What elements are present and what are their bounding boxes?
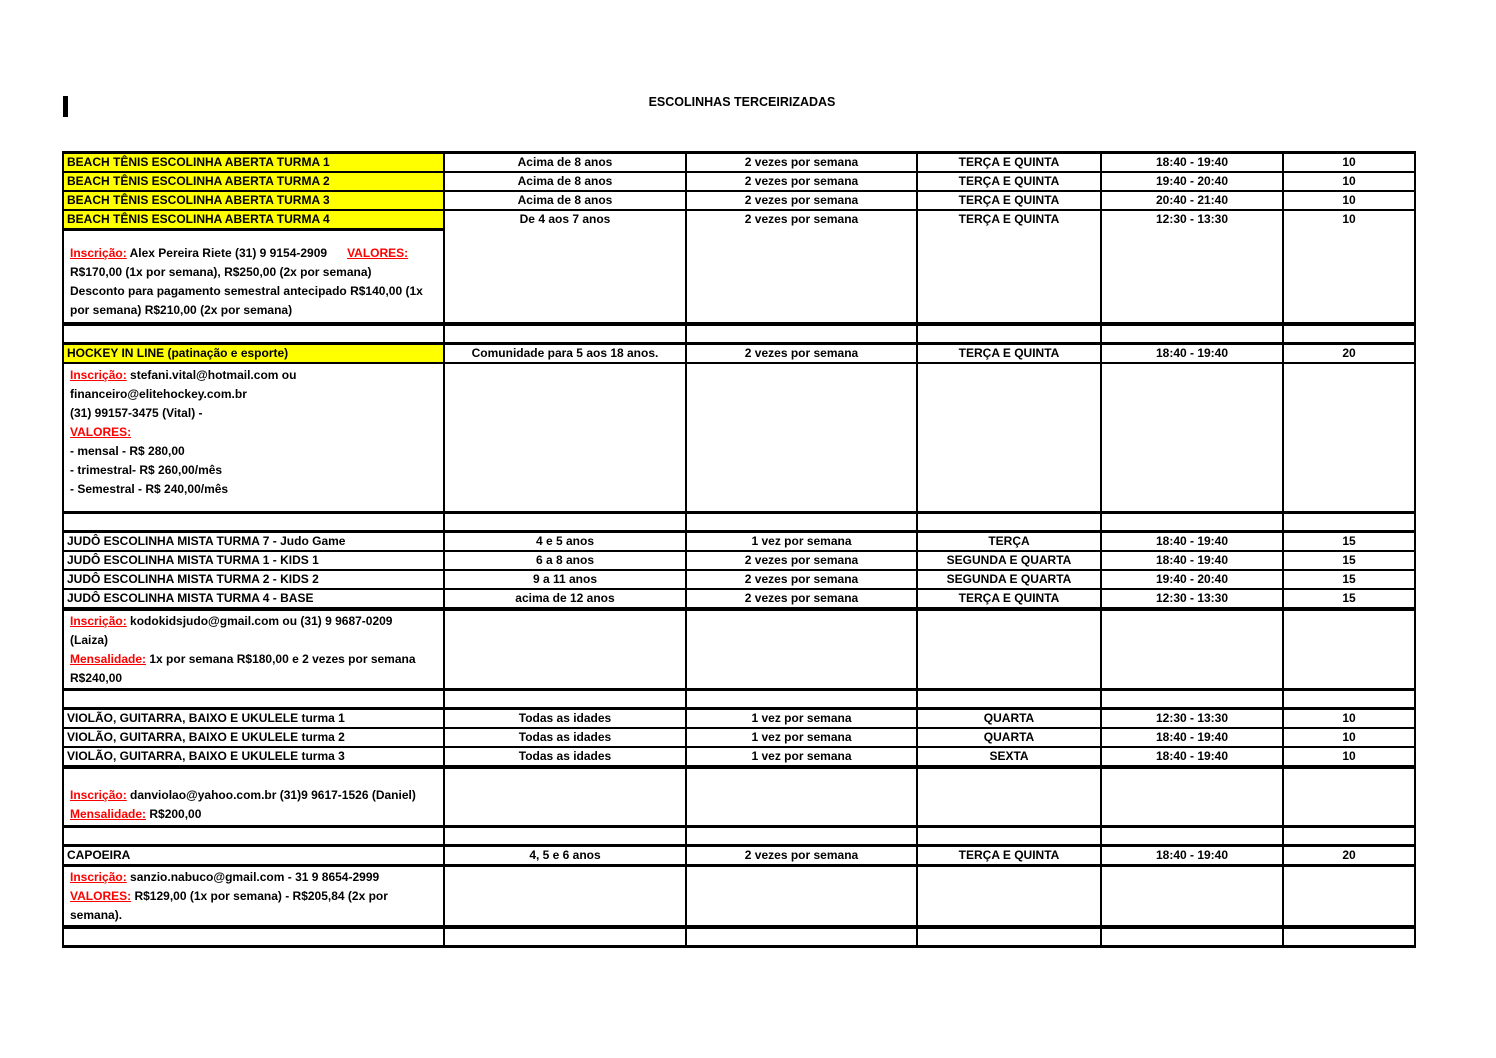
empty-cell xyxy=(1102,326,1284,342)
age-cell: 4, 5 e 6 anos xyxy=(445,847,687,864)
info-label: Inscrição: xyxy=(70,614,127,628)
empty-cell xyxy=(1284,228,1414,322)
empty-cell xyxy=(1284,514,1414,530)
info-text-segment: R$170,00 (1x por semana), R$250,00 (2x por semana) xyxy=(70,265,372,279)
empty-cell xyxy=(918,364,1102,511)
info-line xyxy=(70,301,423,320)
empty-cell xyxy=(687,867,918,925)
info-line xyxy=(70,244,423,263)
info-text-segment: Desconto para pagamento semestral antecipado R$140,00 (1x xyxy=(70,284,423,298)
info-line xyxy=(70,480,296,499)
days-cell: QUARTA xyxy=(918,710,1102,727)
table-row xyxy=(64,173,1414,192)
class-name-cell: BEACH TÊNIS ESCOLINHA ABERTA TURMA 1 xyxy=(64,154,445,171)
empty-cell xyxy=(445,611,687,688)
info-text xyxy=(67,769,418,824)
empty-cell xyxy=(1284,769,1414,825)
empty-cell xyxy=(1102,691,1284,707)
frequency-cell: 2 vezes por semana xyxy=(687,192,918,209)
empty-cell xyxy=(64,691,445,707)
empty-cell xyxy=(1102,514,1284,530)
info-text-segment: - Semestral - R$ 240,00/mês xyxy=(70,482,229,496)
time-cell: 12:30 - 13:30 xyxy=(1102,211,1284,228)
days-cell: SEGUNDA E QUARTA xyxy=(918,571,1102,588)
table-row xyxy=(64,710,1414,729)
age-cell: Comunidade para 5 aos 18 anos. xyxy=(445,345,687,362)
days-cell: TERÇA E QUINTA xyxy=(918,847,1102,864)
time-cell: 18:40 - 19:40 xyxy=(1102,847,1284,864)
frequency-cell: 2 vezes por semana xyxy=(687,173,918,190)
info-text-segment: sanzio.nabuco@gmail.com - 31 9 8654-2999 xyxy=(126,870,380,884)
info-text-segment: stefani.vital@hotmail.com ou xyxy=(126,368,297,382)
empty-cell xyxy=(1284,929,1414,945)
age-cell: Acima de 8 anos xyxy=(445,173,687,190)
schedule-table xyxy=(62,151,1416,948)
days-cell: TERÇA E QUINTA xyxy=(918,173,1102,190)
empty-cell xyxy=(445,228,687,322)
capacity-cell: 20 xyxy=(1342,848,1356,862)
empty-cell xyxy=(445,828,687,844)
info-label: Inscrição: xyxy=(70,870,127,884)
time-cell: 20:40 - 21:40 xyxy=(1102,192,1284,209)
frequency-cell: 2 vezes por semana xyxy=(687,211,918,228)
frequency-cell: 2 vezes por semana xyxy=(687,590,918,607)
table-row xyxy=(64,533,1414,552)
frequency-cell: 2 vezes por semana xyxy=(687,345,918,362)
days-cell: QUARTA xyxy=(918,729,1102,746)
table-row xyxy=(64,154,1414,173)
time-cell: 12:30 - 13:30 xyxy=(1102,710,1284,727)
info-line xyxy=(70,423,296,442)
info-text xyxy=(67,611,418,688)
empty-cell xyxy=(918,228,1102,322)
info-text-segment: (Laiza) xyxy=(70,633,109,647)
days-cell: TERÇA E QUINTA xyxy=(918,211,1102,228)
class-name-cell: CAPOEIRA xyxy=(64,847,445,864)
info-row xyxy=(64,228,1414,322)
info-line xyxy=(70,868,388,887)
info-line xyxy=(70,404,296,423)
age-cell: 9 a 11 anos xyxy=(445,571,687,588)
info-text-segment: - mensal - R$ 280,00 xyxy=(70,444,185,458)
info-line xyxy=(70,282,423,301)
empty-cell xyxy=(1102,769,1284,825)
gap-row xyxy=(62,514,1416,530)
empty-cell xyxy=(1284,828,1414,844)
empty-cell xyxy=(918,769,1102,825)
age-cell: 6 a 8 anos xyxy=(445,552,687,569)
capacity-cell: 10 xyxy=(1342,749,1356,763)
time-cell: 18:40 - 19:40 xyxy=(1102,345,1284,362)
cursor-mark xyxy=(63,96,68,117)
section-capoeira xyxy=(62,844,1416,929)
info-text-segment: financeiro@elitehockey.com.br xyxy=(70,387,247,401)
table-row xyxy=(64,211,1414,228)
days-cell: TERÇA E QUINTA xyxy=(918,154,1102,171)
info-cell xyxy=(64,769,445,825)
days-cell: TERÇA E QUINTA xyxy=(918,590,1102,607)
info-text-segment: Alex Pereira Riete (31) 9 9154-2909 xyxy=(126,246,348,260)
section-beach-tenis xyxy=(62,151,1416,326)
table-row xyxy=(64,748,1414,769)
days-cell: TERÇA xyxy=(918,533,1102,550)
time-cell: 12:30 - 13:30 xyxy=(1102,590,1284,607)
empty-cell xyxy=(445,364,687,511)
gap-row xyxy=(62,691,1416,707)
age-cell: Acima de 8 anos xyxy=(445,192,687,209)
class-name-cell: JUDÔ ESCOLINHA MISTA TURMA 2 - KIDS 2 xyxy=(64,571,445,588)
empty-cell xyxy=(687,691,918,707)
info-text-segment: semana). xyxy=(70,908,123,922)
age-cell: De 4 aos 7 anos xyxy=(445,211,687,228)
empty-cell xyxy=(687,326,918,342)
info-text-segment: (31) 99157-3475 (Vital) - xyxy=(70,406,203,420)
info-text-segment: R$129,00 (1x por semana) - R$205,84 (2x por xyxy=(131,889,388,903)
info-line xyxy=(70,461,296,480)
info-row xyxy=(64,364,1414,511)
table-row xyxy=(64,192,1414,211)
page-title: ESCOLINHAS TERCEIRIZADAS xyxy=(648,95,836,109)
time-cell: 18:40 - 19:40 xyxy=(1102,552,1284,569)
info-cell xyxy=(64,611,445,688)
age-cell: Todas as idades xyxy=(445,729,687,746)
empty-cell xyxy=(1284,326,1414,342)
time-cell: 18:40 - 19:40 xyxy=(1102,748,1284,765)
frequency-cell: 1 vez por semana xyxy=(687,729,918,746)
info-label: Inscrição: xyxy=(70,368,127,382)
class-name-cell: VIOLÃO, GUITARRA, BAIXO E UKULELE turma 2 xyxy=(64,729,445,746)
capacity-cell: 10 xyxy=(1342,711,1356,725)
empty-cell xyxy=(918,929,1102,945)
info-text-segment: por semana) R$210,00 (2x por semana) xyxy=(70,303,293,317)
empty-cell xyxy=(445,326,687,342)
empty-cell xyxy=(1102,929,1284,945)
capacity-cell: 15 xyxy=(1342,572,1356,586)
info-cell xyxy=(64,364,445,511)
days-cell: SEXTA xyxy=(918,748,1102,765)
frequency-cell: 2 vezes por semana xyxy=(687,847,918,864)
info-label: Inscrição: xyxy=(70,788,127,802)
class-name-cell: JUDÔ ESCOLINHA MISTA TURMA 7 - Judo Game xyxy=(64,533,445,550)
empty-cell xyxy=(918,514,1102,530)
info-text-segment: - trimestral- R$ 260,00/mês xyxy=(70,463,223,477)
class-name-cell: VIOLÃO, GUITARRA, BAIXO E UKULELE turma 1 xyxy=(64,710,445,727)
info-row xyxy=(64,611,1414,688)
empty-cell xyxy=(687,929,918,945)
time-cell: 19:40 - 20:40 xyxy=(1102,571,1284,588)
info-row xyxy=(64,769,1414,825)
empty-cell xyxy=(687,611,918,688)
empty-cell xyxy=(1284,691,1414,707)
empty-cell xyxy=(687,514,918,530)
table-row xyxy=(64,345,1414,364)
info-text xyxy=(67,231,425,320)
gap-row xyxy=(62,929,1416,948)
info-line xyxy=(70,366,296,385)
info-text-segment: 1x por semana R$180,00 e 2 vezes por semana xyxy=(146,652,416,666)
empty-cell xyxy=(1102,867,1284,925)
info-line xyxy=(70,442,296,461)
empty-cell xyxy=(1284,611,1414,688)
age-cell: Todas as idades xyxy=(445,748,687,765)
info-cell xyxy=(64,867,445,925)
info-text xyxy=(67,364,298,499)
capacity-cell: 10 xyxy=(1342,193,1356,207)
empty-cell xyxy=(445,691,687,707)
table-row xyxy=(64,729,1414,748)
age-cell: 4 e 5 anos xyxy=(445,533,687,550)
empty-cell xyxy=(1102,611,1284,688)
age-cell: Todas as idades xyxy=(445,710,687,727)
capacity-cell: 10 xyxy=(1342,212,1356,226)
info-line xyxy=(70,786,416,805)
empty-cell xyxy=(918,867,1102,925)
empty-cell xyxy=(687,364,918,511)
empty-cell xyxy=(1284,364,1414,511)
class-name-cell: BEACH TÊNIS ESCOLINHA ABERTA TURMA 3 xyxy=(64,192,445,209)
info-line xyxy=(70,669,416,688)
empty-cell xyxy=(687,228,918,322)
frequency-cell: 1 vez por semana xyxy=(687,533,918,550)
empty-cell xyxy=(64,828,445,844)
empty-cell xyxy=(1102,228,1284,322)
info-line xyxy=(70,385,296,404)
frequency-cell: 2 vezes por semana xyxy=(687,552,918,569)
empty-cell xyxy=(445,514,687,530)
frequency-cell: 1 vez por semana xyxy=(687,710,918,727)
empty-cell xyxy=(687,828,918,844)
empty-cell xyxy=(445,929,687,945)
section-violao-guitarra-baixo-ukulele xyxy=(62,707,1416,828)
time-cell: 18:40 - 19:40 xyxy=(1102,154,1284,171)
days-cell: SEGUNDA E QUARTA xyxy=(918,552,1102,569)
empty-cell xyxy=(1102,364,1284,511)
empty-cell xyxy=(445,769,687,825)
empty-cell xyxy=(918,691,1102,707)
class-name-cell: VIOLÃO, GUITARRA, BAIXO E UKULELE turma 3 xyxy=(64,748,445,765)
info-text xyxy=(67,867,390,925)
class-name-cell: JUDÔ ESCOLINHA MISTA TURMA 1 - KIDS 1 xyxy=(64,552,445,569)
frequency-cell: 2 vezes por semana xyxy=(687,571,918,588)
empty-cell xyxy=(687,769,918,825)
frequency-cell: 1 vez por semana xyxy=(687,748,918,765)
table-row xyxy=(64,552,1414,571)
age-cell: Acima de 8 anos xyxy=(445,154,687,171)
empty-cell xyxy=(918,828,1102,844)
section-hockey-in-line xyxy=(62,342,1416,514)
gap-row xyxy=(62,326,1416,342)
capacity-cell: 10 xyxy=(1342,155,1356,169)
class-name-cell: BEACH TÊNIS ESCOLINHA ABERTA TURMA 2 xyxy=(64,173,445,190)
class-name-cell: HOCKEY IN LINE (patinação e esporte) xyxy=(64,345,445,362)
days-cell: TERÇA E QUINTA xyxy=(918,192,1102,209)
capacity-cell: 15 xyxy=(1342,534,1356,548)
capacity-cell: 20 xyxy=(1342,346,1356,360)
info-line xyxy=(70,887,388,906)
age-cell: acima de 12 anos xyxy=(445,590,687,607)
info-label: Mensalidade: xyxy=(70,652,147,666)
days-cell: TERÇA E QUINTA xyxy=(918,345,1102,362)
empty-cell xyxy=(918,611,1102,688)
empty-cell xyxy=(918,326,1102,342)
info-label: Inscrição: xyxy=(70,246,127,260)
info-line xyxy=(70,805,416,824)
class-name-cell: JUDÔ ESCOLINHA MISTA TURMA 4 - BASE xyxy=(64,590,445,607)
frequency-cell: 2 vezes por semana xyxy=(687,154,918,171)
info-text-segment: danviolao@yahoo.com.br (31)9 9617-1526 (Daniel) xyxy=(126,788,416,802)
info-line xyxy=(70,906,388,925)
empty-cell xyxy=(1102,828,1284,844)
info-text-segment: R$200,00 xyxy=(146,807,202,821)
info-label: VALORES: xyxy=(347,246,409,260)
info-row xyxy=(64,867,1414,925)
info-cell xyxy=(64,228,445,322)
capacity-cell: 10 xyxy=(1342,730,1356,744)
table-row xyxy=(64,571,1414,590)
empty-cell xyxy=(64,929,445,945)
info-text-segment: kodokidsjudo@gmail.com ou (31) 9 9687-0209 xyxy=(126,614,393,628)
empty-cell xyxy=(1284,867,1414,925)
info-line xyxy=(70,263,423,282)
capacity-cell: 15 xyxy=(1342,591,1356,605)
info-line xyxy=(70,612,416,631)
class-name-cell: BEACH TÊNIS ESCOLINHA ABERTA TURMA 4 xyxy=(64,211,445,228)
capacity-cell: 10 xyxy=(1342,174,1356,188)
table-row xyxy=(64,847,1414,867)
gap-row xyxy=(62,828,1416,844)
info-line xyxy=(70,631,416,650)
empty-cell xyxy=(445,867,687,925)
table-row xyxy=(64,590,1414,611)
time-cell: 18:40 - 19:40 xyxy=(1102,533,1284,550)
empty-cell xyxy=(64,514,445,530)
info-text-segment: R$240,00 xyxy=(70,671,123,685)
info-line xyxy=(70,650,416,669)
info-label: VALORES: xyxy=(70,889,132,903)
capacity-cell: 15 xyxy=(1342,553,1356,567)
info-label: Mensalidade: xyxy=(70,807,147,821)
section-judo xyxy=(62,530,1416,691)
info-label: VALORES: xyxy=(70,425,132,439)
empty-cell xyxy=(64,326,445,342)
time-cell: 19:40 - 20:40 xyxy=(1102,173,1284,190)
time-cell: 18:40 - 19:40 xyxy=(1102,729,1284,746)
